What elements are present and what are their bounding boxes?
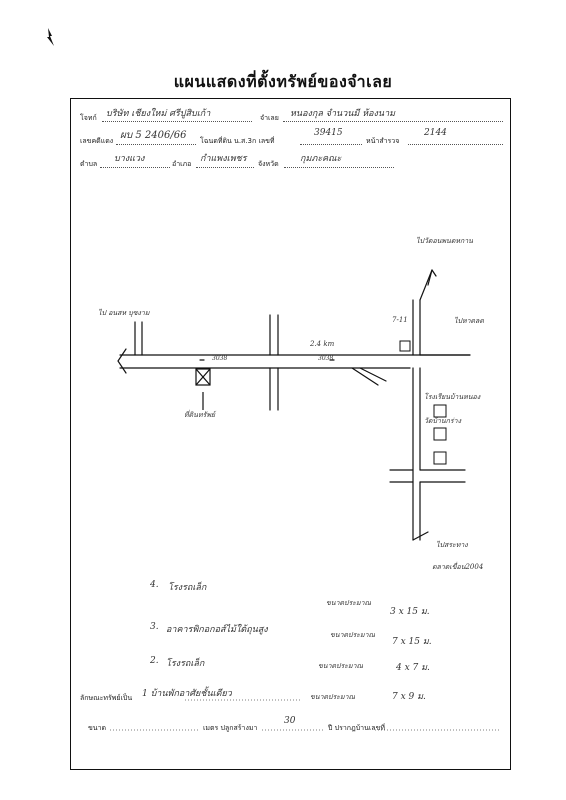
defendant-value: หนองกุล จำนวนมี ห้องนาม	[290, 109, 396, 119]
province-value: กุมภะคณะ	[300, 154, 342, 164]
item-3-number: 3.	[150, 622, 159, 632]
road-number-1: 3038	[212, 355, 228, 362]
district-value: กำแพงเพชร	[200, 154, 247, 164]
school-label: โรงเรียนบ้านหนอง	[424, 393, 481, 401]
building-marker-icon	[434, 452, 446, 464]
seven-eleven-marker-icon	[400, 341, 410, 351]
right-label: ไปหาดลด	[454, 317, 484, 325]
subdistrict-value: บางแวง	[114, 154, 145, 164]
plaintiff-label: โจทก์	[80, 114, 97, 122]
defendant-label: จำเลย	[260, 114, 279, 122]
property-marker-icon	[196, 369, 210, 410]
item-2-desc: โรงรถเล็ก	[166, 659, 205, 669]
house-number-label: ปี ปรากฎบ้านเลขที่	[328, 724, 385, 732]
type-value: 1 บ้านพักอาศัยชั้นเดียว	[142, 689, 232, 699]
plaintiff-value: บริษัท เชียงใหม่ ศรีปูสิบเก้า	[106, 109, 211, 119]
case-value: ผบ 5 2406/66	[120, 130, 187, 141]
page-label: หน้าสำรวจ	[366, 137, 400, 145]
road-number-2: 3038	[318, 355, 334, 362]
item-2-size: 4 x 7 ม.	[396, 663, 430, 673]
type-size-value: 7 x 9 ม.	[392, 692, 426, 702]
page-title: แผนแสดงที่ตั้งทรัพย์ของจำเลย	[173, 72, 393, 91]
item-4-size: 3 x 15 ม.	[390, 607, 430, 617]
item-2-size-label: ขนาดประมาณ	[318, 662, 364, 670]
type-size-label: ขนาดประมาณ	[310, 693, 356, 701]
bottom-label-1: ไปสระทาง	[436, 541, 468, 549]
subdistrict-label: ตำบล	[80, 160, 98, 168]
temple-label: วัดบ้านกร่าง	[424, 417, 461, 425]
temple-marker-icon	[434, 428, 446, 440]
item-3-size: 7 x 15 ม.	[392, 637, 432, 647]
deed-value: 39415	[314, 128, 343, 138]
item-4-number: 4.	[150, 580, 159, 590]
built-label: เมตร ปลูกสร้างมา	[203, 724, 258, 732]
item-4-desc: โรงรถเล็ก	[168, 583, 207, 593]
top-right-label: ไปวัดอนพนดหกาน	[416, 237, 473, 245]
item-4-size-label: ขนาดประมาณ	[326, 599, 372, 607]
item-2-number: 2.	[150, 656, 159, 666]
road-left-arrow-icon	[118, 349, 126, 373]
size-label: ขนาด	[88, 724, 107, 732]
case-label: เลขคดีแดง	[80, 137, 114, 145]
built-value: 30	[284, 716, 296, 726]
deed-label: โฉนดที่ดิน น.ส.3ก เลขที่	[200, 137, 275, 145]
item-3-desc: อาคารพิกอกอส์ไม้ใต้ถุนสูง	[166, 625, 268, 635]
bottom-label-2: ตลาดเขื่อน2004	[432, 563, 484, 571]
item-3-size-label: ขนาดประมาณ	[330, 631, 376, 639]
type-label: ลักษณะทรัพย์เป็น	[80, 694, 133, 702]
seven-eleven-label: 7-11	[392, 316, 408, 324]
province-label: จังหวัด	[258, 160, 279, 168]
distance-label: 2.4 km	[310, 340, 335, 348]
left-road-label: ไป อนสห บุซงาม	[98, 309, 150, 317]
property-label: ที่ดินทรัพย์	[184, 411, 216, 419]
district-label: อำเภอ	[172, 160, 192, 168]
page-value: 2144	[424, 128, 447, 138]
